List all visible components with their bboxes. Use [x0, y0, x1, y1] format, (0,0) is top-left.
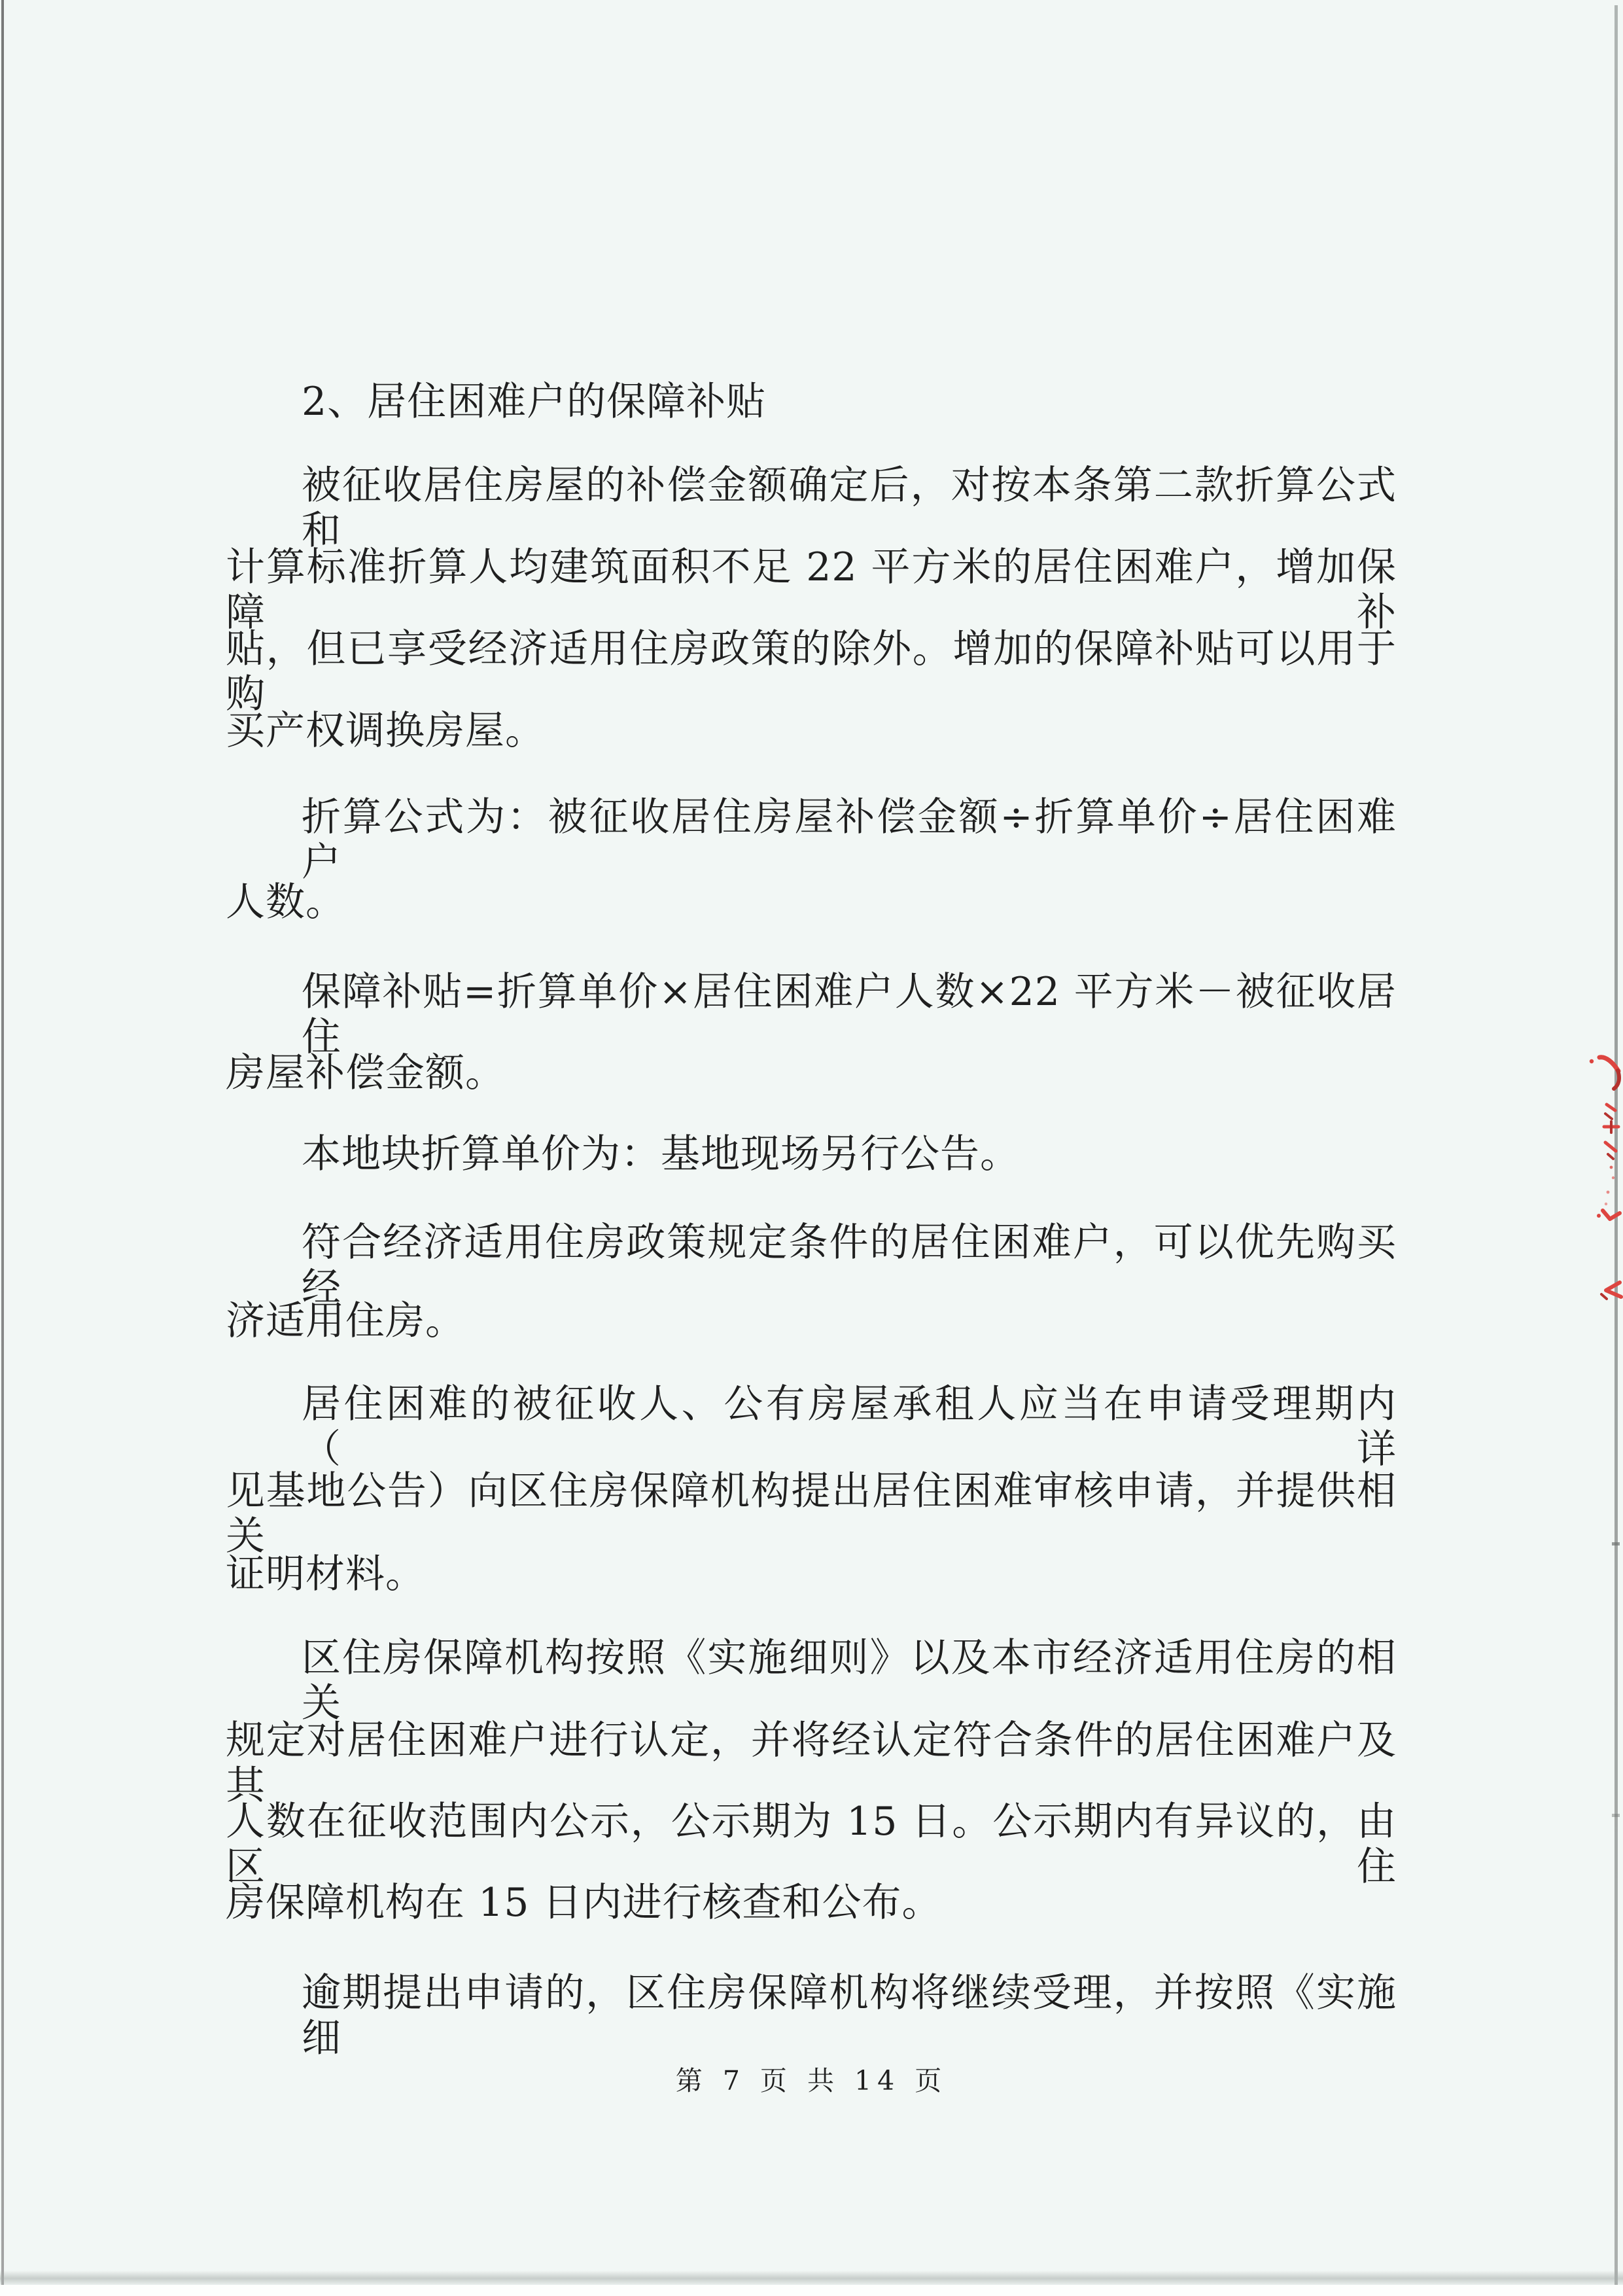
- text-line: 逾期提出申请的，区住房保障机构将继续受理，并按照《实施细: [302, 1970, 1397, 2061]
- text-line: 折算公式为：被征收居住房屋补偿金额÷折算单价÷居住困难户: [302, 794, 1397, 885]
- text-line: 人数在征收范围内公示，公示期为 15 日。公示期内有异议的，由区住: [226, 1799, 1397, 1890]
- text-line: 房屋补偿金额。: [226, 1050, 505, 1096]
- text-line: 房保障机构在 15 日内进行核查和公布。: [226, 1880, 942, 1926]
- text-line: 本地块折算单价为：基地现场另行公告。: [302, 1131, 1020, 1177]
- page-number-footer: 第 7 页 共 14 页: [675, 2065, 948, 2096]
- text-line: 被征收居住房屋的补偿金额确定后，对按本条第二款折算公式和: [302, 463, 1397, 554]
- text-line: 人数。: [226, 879, 345, 925]
- red-ink-marks: [1582, 1031, 1623, 1313]
- text-line: 贴，但已享受经济适用住房政策的除外。增加的保障补贴可以用于购: [226, 626, 1397, 717]
- text-line: 符合经济适用住房政策规定条件的居住困难户，可以优先购买经: [302, 1220, 1397, 1311]
- text-line: 证明材料。: [226, 1551, 425, 1597]
- text-line: 买产权调换房屋。: [226, 708, 545, 754]
- text-line: 保障补贴=折算单价×居住困难户人数×22 平方米－被征收居住: [302, 969, 1397, 1060]
- text-line: 济适用住房。: [226, 1298, 465, 1344]
- text-line: 居住困难的被征收人、公有房屋承租人应当在申请受理期内（详: [302, 1381, 1397, 1472]
- text-line: 2、居住困难户的保障补贴: [302, 379, 767, 425]
- text-line: 区住房保障机构按照《实施细则》以及本市经济适用住房的相关: [302, 1635, 1397, 1726]
- text-line: 计算标准折算人均建筑面积不足 22 平方米的居住困难户，增加保障补: [226, 544, 1397, 635]
- text-line: 见基地公告）向区住房保障机构提出居住困难审核申请，并提供相关: [226, 1468, 1397, 1559]
- text-line: 规定对居住困难户进行认定，并将经认定符合条件的居住困难户及其: [226, 1718, 1397, 1809]
